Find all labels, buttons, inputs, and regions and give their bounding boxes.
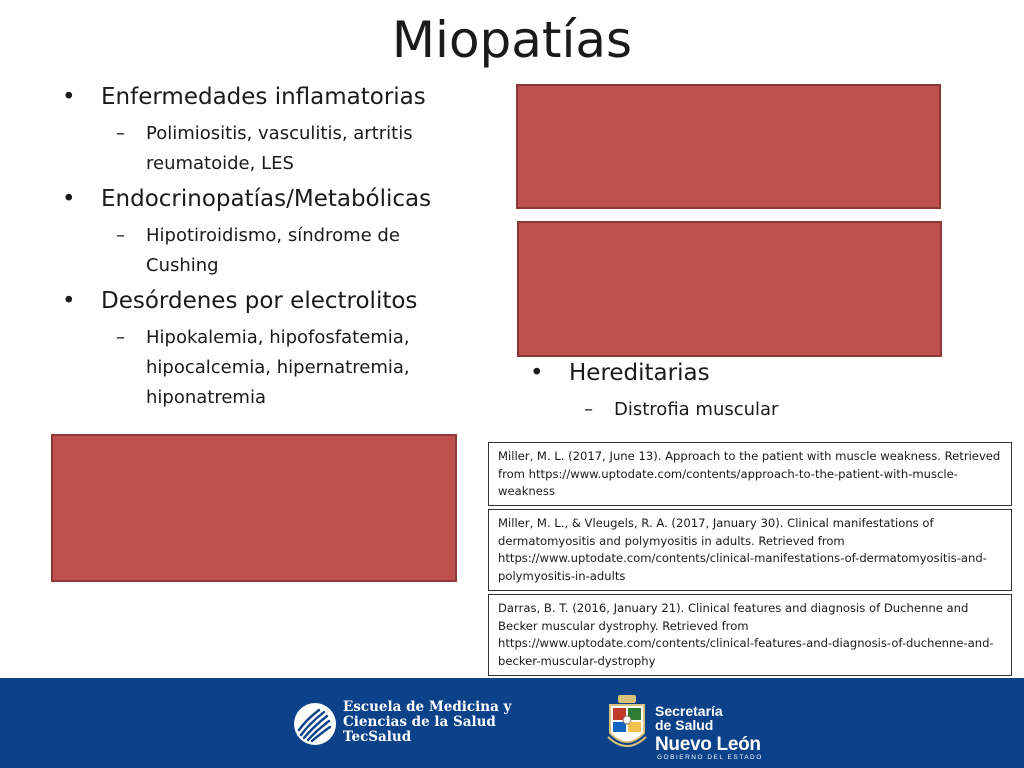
bullet-inflamatorias: • Enfermedades inflamatorias xyxy=(53,82,473,112)
escuela-line-3: TecSalud xyxy=(343,729,412,745)
reference-box-1: Miller, M. L. (2017, June 13). Approach to the patient with muscle weakness. Retrieved from https://www.uptodate.com/contents/approach-to-the-patient-with-muscle-weakness xyxy=(488,442,1012,506)
secretaria-salud-label xyxy=(655,704,723,732)
sub-bullet-endocrinopatias: – Hipotiroidismo, síndrome de Cushing xyxy=(53,221,473,281)
redaction-box-top-right xyxy=(516,84,941,209)
escuela-medicina-logo-icon xyxy=(293,702,337,746)
bullet-endocrinopatias: • Endocrinopatías/Metabólicas xyxy=(53,184,473,214)
bullet-electrolitos: • Desórdenes por electrolitos xyxy=(53,286,473,316)
nuevo-leon-coat-of-arms-icon xyxy=(606,693,648,755)
sub-bullet-electrolitos: – Hipokalemia, hipofosfatemia, hipocalcemia, hipernatremia, hiponatremia xyxy=(53,323,473,413)
sub-bullet-inflamatorias: – Polimiositis, vasculitis, artritis reumatoide, LES xyxy=(53,119,473,179)
escuela-line-2: Ciencias de la Salud xyxy=(343,714,496,730)
redaction-box-middle-right xyxy=(517,221,942,357)
right-bullet-list xyxy=(521,358,941,432)
footer-bar xyxy=(0,678,1024,768)
secretaria-line-1: Secretaría xyxy=(655,703,723,719)
escuela-line-1: Escuela de Medicina y xyxy=(343,699,512,715)
bullet-hereditarias: • Hereditarias xyxy=(521,358,941,388)
nuevo-leon-label: Nuevo León xyxy=(655,734,761,755)
gobierno-estado-label: GOBIERNO DEL ESTADO xyxy=(657,754,763,761)
secretaria-line-2: de Salud xyxy=(655,717,714,733)
sub-bullet-hereditarias: – Distrofia muscular xyxy=(521,395,941,425)
redaction-box-bottom-left xyxy=(51,434,457,582)
escuela-name xyxy=(343,700,511,745)
left-bullet-list xyxy=(53,82,473,420)
reference-box-2: Miller, M. L., & Vleugels, R. A. (2017, January 30). Clinical manifestations of dermatomyositis and polymyositis in adults. Retrieved from https://www.uptodate.com/contents/clinical-manifestations-of-dermatomyositis-and-polymyositis-in-adults xyxy=(488,509,1012,591)
slide-title: Miopatías xyxy=(391,11,633,69)
reference-box-3: Darras, B. T. (2016, January 21). Clinical features and diagnosis of Duchenne and Becker muscular dystrophy. Retrieved from https://www.uptodate.com/contents/clinical-features-and-diagnosis-of-duchenne-and-becker-muscular-dystrophy xyxy=(488,594,1012,676)
